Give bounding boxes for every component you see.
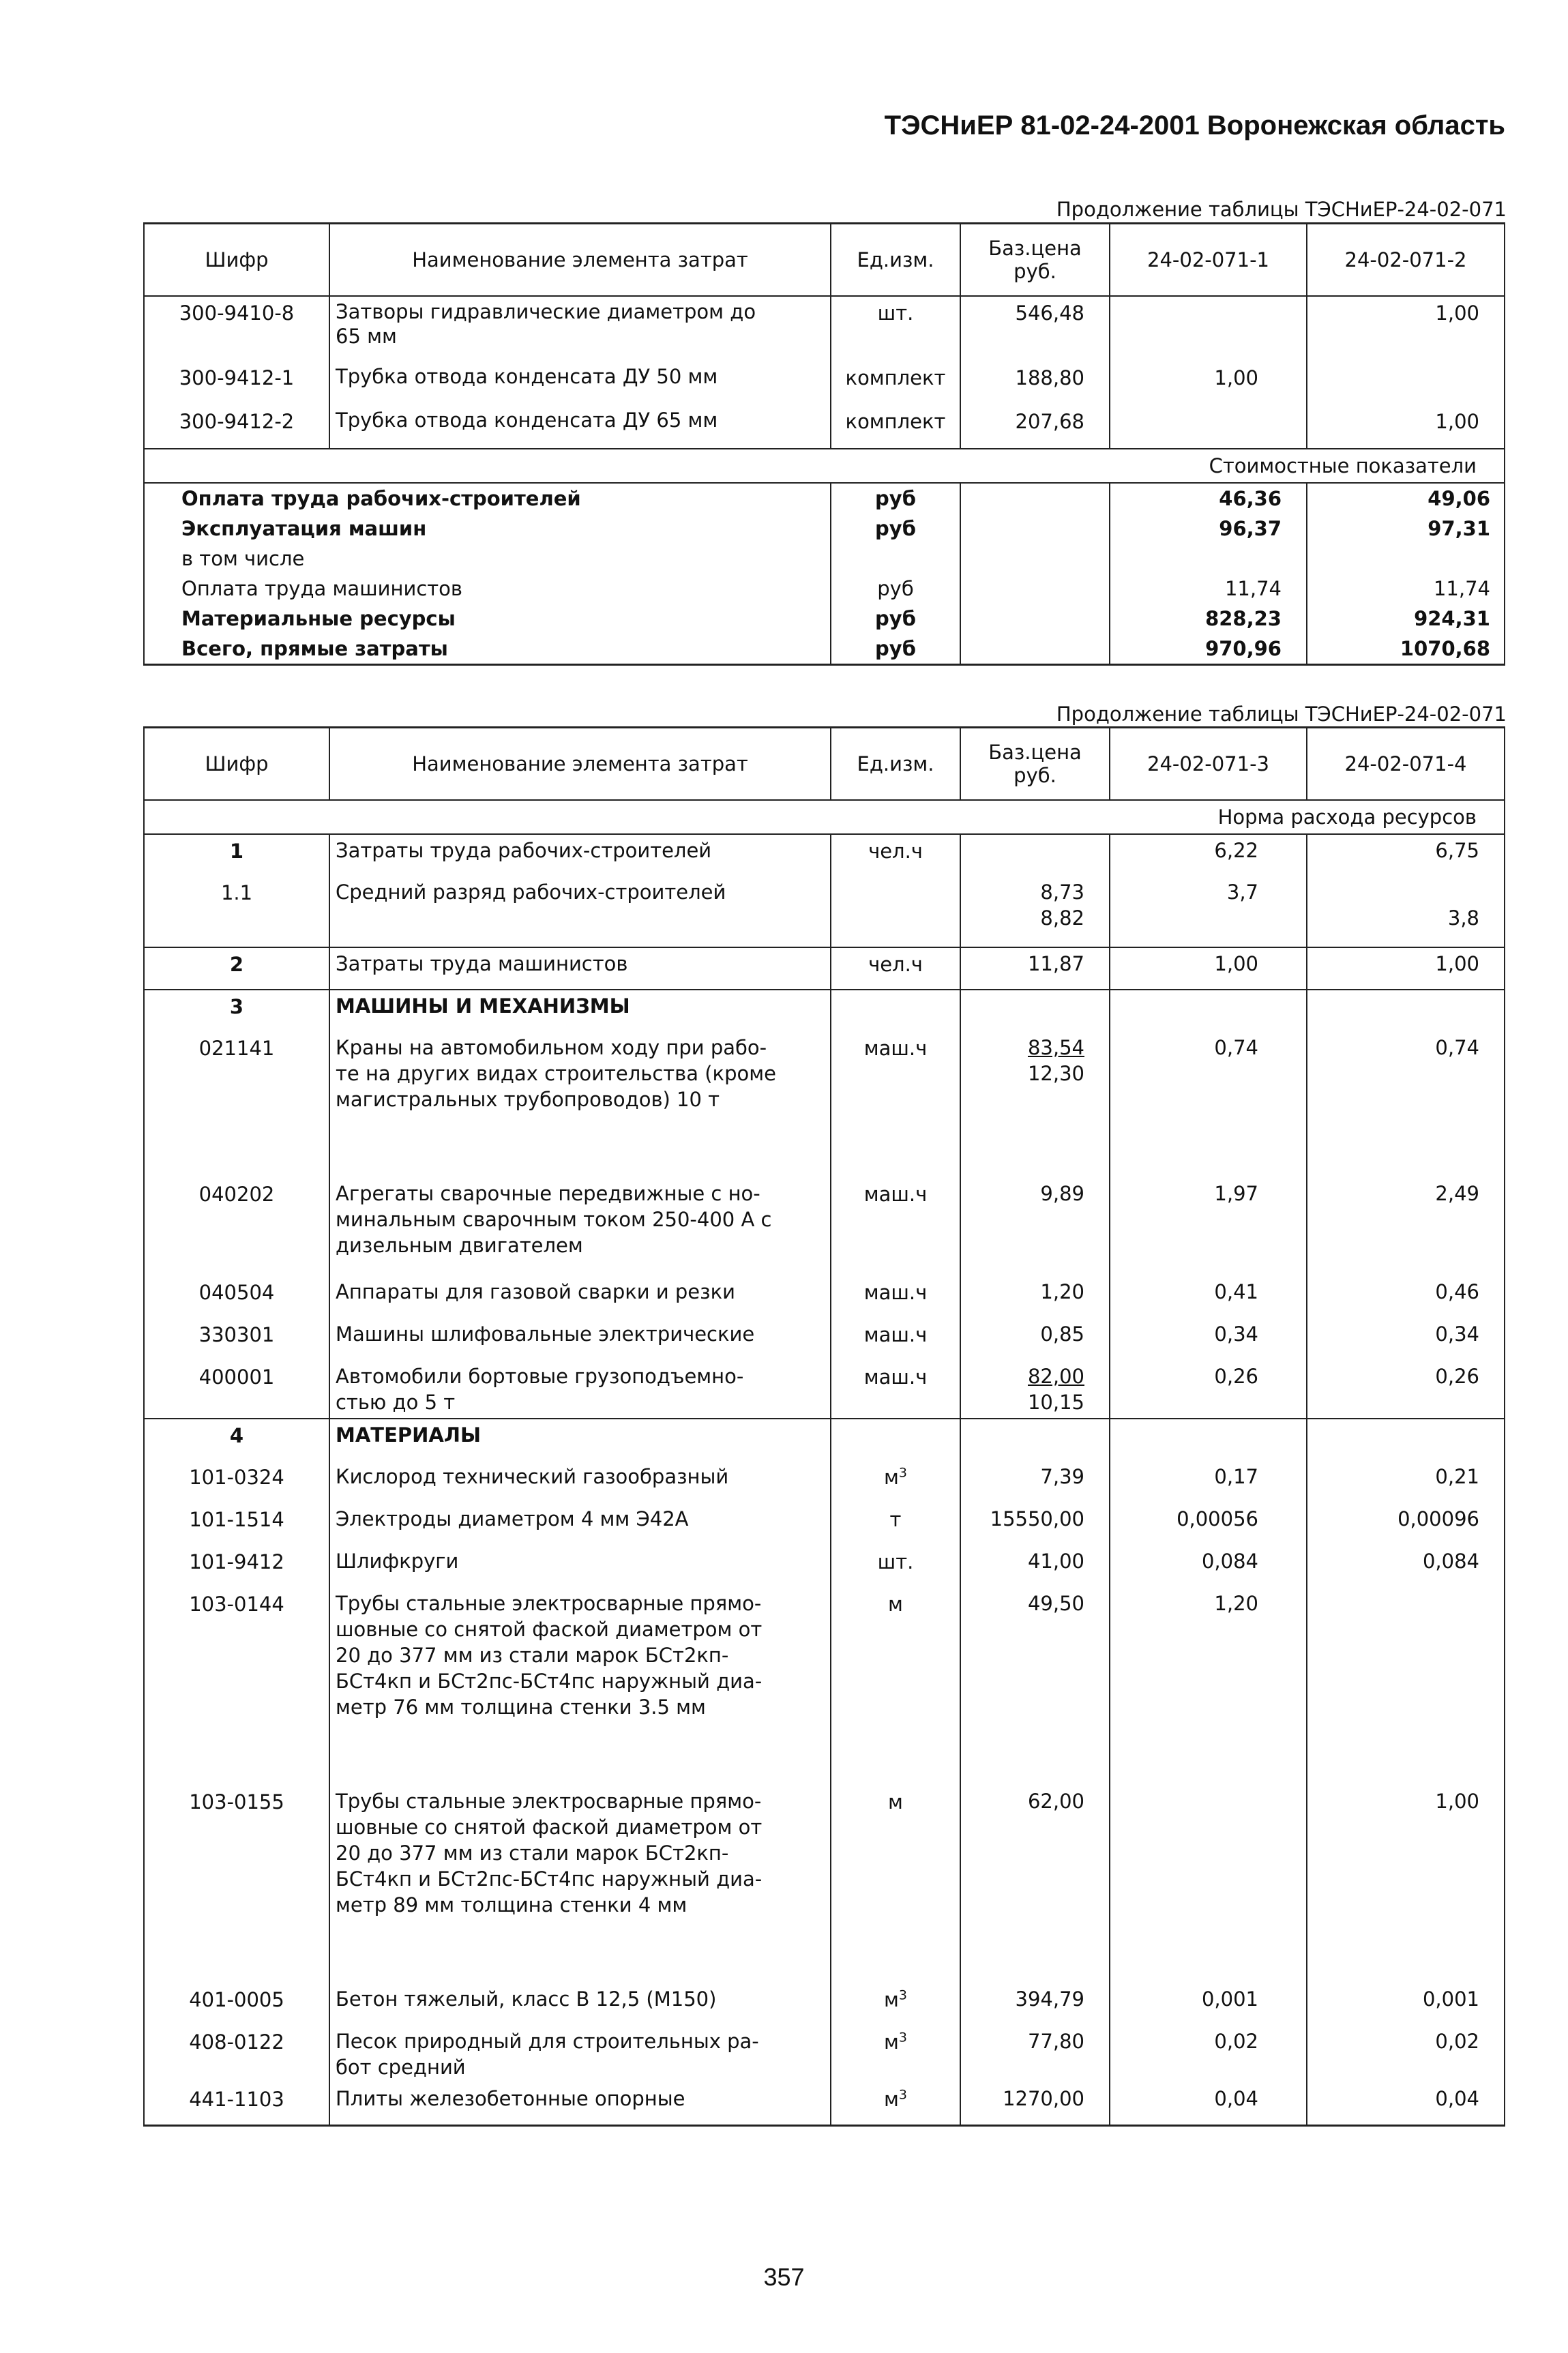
cell-value-a: 6,22 xyxy=(1110,834,1307,876)
cell-name: Трубы стальные электросварные прямо- шовные со снятой фаской диаметром от 20 до 377 мм из стали марок БСт2кп- БСт4кп и БСт2пс-БСт4пс наружный диа- метр 89 мм толщина стенки 4 мм xyxy=(329,1786,831,1983)
summary-value-b: 11,74 xyxy=(1307,574,1505,604)
cell-value-a: 0,74 xyxy=(1110,1032,1307,1178)
summary-value-b: 1070,68 xyxy=(1307,634,1505,665)
summary-unit: руб xyxy=(831,483,960,514)
cell-value-b xyxy=(1307,990,1505,1032)
cell-value-a xyxy=(1110,405,1307,449)
cell-code: 330301 xyxy=(144,1318,329,1361)
cell-value-a: 1,97 xyxy=(1110,1178,1307,1276)
table-row xyxy=(144,1419,1505,1461)
cell-unit xyxy=(831,1318,960,1361)
summary-unit: руб xyxy=(831,634,960,665)
cell-unit xyxy=(831,1361,960,1419)
cell-name: Затраты труда машинистов xyxy=(329,947,831,990)
cell-value-b: 0,02 xyxy=(1307,2026,1505,2083)
summary-value-a xyxy=(1110,544,1307,574)
cell-code: 101-1514 xyxy=(144,1503,329,1545)
cell-price: 188,80 xyxy=(960,361,1110,405)
cell-price: 8,73 8,82 xyxy=(960,876,1110,947)
cell-name: Бетон тяжелый, класс В 12,5 (М150) xyxy=(329,1983,831,2026)
cell-value-b: 0,74 xyxy=(1307,1032,1505,1178)
column-header-unit: Ед.изм. xyxy=(831,224,960,297)
table1-continuation-caption: Продолжение таблицы ТЭСНиЕР-24-02-071 xyxy=(1056,198,1507,221)
page-number: 357 xyxy=(763,2263,805,2291)
column-header-price: Баз.цена руб. xyxy=(960,224,1110,297)
cell-value-a: 0,04 xyxy=(1110,2083,1307,2125)
cell-price: 1270,00 xyxy=(960,2083,1110,2125)
cell-code: 408-0122 xyxy=(144,2026,329,2083)
table-row xyxy=(144,405,1505,449)
table-header-row xyxy=(144,224,1505,297)
unit-text: м xyxy=(884,1466,899,1489)
cell-code: 400001 xyxy=(144,1361,329,1419)
cell-value-a xyxy=(1110,296,1307,361)
summary-row xyxy=(144,483,1505,514)
column-header-a: 24-02-071-3 xyxy=(1110,728,1307,801)
summary-value-b: 924,31 xyxy=(1307,604,1505,634)
cost-table-2 xyxy=(143,726,1505,2127)
cell-price: 7,39 xyxy=(960,1461,1110,1503)
unit-text: чел.ч xyxy=(868,840,923,863)
unit-text: маш.ч xyxy=(863,1183,928,1206)
section-band-label: Стоимостные показатели xyxy=(144,449,1505,483)
cell-price: 77,80 xyxy=(960,2026,1110,2083)
table-row xyxy=(144,1786,1505,1983)
cell-unit xyxy=(831,1178,960,1276)
cell-unit xyxy=(831,1503,960,1545)
cell-value-b: 0,00096 xyxy=(1307,1503,1505,1545)
cell-name: Аппараты для газовой сварки и резки xyxy=(329,1276,831,1318)
cell-price: 11,87 xyxy=(960,947,1110,990)
cell-unit xyxy=(831,1276,960,1318)
cell-value-a: 0,34 xyxy=(1110,1318,1307,1361)
summary-row xyxy=(144,634,1505,665)
cost-table-1 xyxy=(143,222,1505,666)
summary-name: Всего, прямые затраты xyxy=(144,634,831,665)
unit-text: м xyxy=(888,1593,903,1616)
price-secondary: 12,30 xyxy=(1027,1062,1084,1085)
cell-price: 207,68 xyxy=(960,405,1110,449)
summary-price-empty xyxy=(960,514,1110,544)
cell-name: Краны на автомобильном ходу при рабо- те на других видах строительства (кроме магистральных трубопроводов) 10 т xyxy=(329,1032,831,1178)
cell-value-b xyxy=(1307,361,1505,405)
summary-unit: руб xyxy=(831,514,960,544)
summary-unit: руб xyxy=(831,604,960,634)
summary-row xyxy=(144,574,1505,604)
cell-price: 62,00 xyxy=(960,1786,1110,1983)
cell-value-b xyxy=(1307,1419,1505,1461)
cell-name: Песок природный для строительных ра- бот средний xyxy=(329,2026,831,2083)
table2-continuation-caption: Продолжение таблицы ТЭСНиЕР-24-02-071 xyxy=(1056,702,1507,726)
cell-name: МАШИНЫ И МЕХАНИЗМЫ xyxy=(329,990,831,1032)
cell-value-b: 0,26 xyxy=(1307,1361,1505,1419)
cell-price: 1,20 xyxy=(960,1276,1110,1318)
cell-name: Затраты труда рабочих-строителей xyxy=(329,834,831,876)
cell-value-a: 1,00 xyxy=(1110,947,1307,990)
cell-unit xyxy=(831,1032,960,1178)
cell-code: 040202 xyxy=(144,1178,329,1276)
cell-code: 103-0155 xyxy=(144,1786,329,1983)
cell-value-a xyxy=(1110,990,1307,1032)
cell-value-a: 0,26 xyxy=(1110,1361,1307,1419)
table-row xyxy=(144,296,1505,361)
cell-code: 441-1103 xyxy=(144,2083,329,2125)
cell-unit xyxy=(831,1545,960,1588)
table-row xyxy=(144,2083,1505,2125)
unit-text: м xyxy=(884,2088,899,2111)
cell-value-a: 0,00056 xyxy=(1110,1503,1307,1545)
table-row xyxy=(144,1276,1505,1318)
cell-code: 101-0324 xyxy=(144,1461,329,1503)
cell-name: МАТЕРИАЛЫ xyxy=(329,1419,831,1461)
column-header-unit: Ед.изм. xyxy=(831,728,960,801)
cell-price: 49,50 xyxy=(960,1588,1110,1786)
cell-price: 41,00 xyxy=(960,1545,1110,1588)
cell-price: 546,48 xyxy=(960,296,1110,361)
cell-name: Шлифкруги xyxy=(329,1545,831,1588)
table-row xyxy=(144,990,1505,1032)
unit-text: шт. xyxy=(877,1550,914,1573)
table-header-row xyxy=(144,728,1505,801)
summary-name: Оплата труда рабочих-строителей xyxy=(144,483,831,514)
cell-name: Агрегаты сварочные передвижные с но- минальным сварочным током 250-400 А с дизельным двигателем xyxy=(329,1178,831,1276)
table-row xyxy=(144,1503,1505,1545)
table-row xyxy=(144,2026,1505,2083)
cell-unit xyxy=(831,947,960,990)
summary-price-empty xyxy=(960,634,1110,665)
cell-value-b: 1,00 xyxy=(1307,947,1505,990)
summary-name: Материальные ресурсы xyxy=(144,604,831,634)
summary-value-a: 11,74 xyxy=(1110,574,1307,604)
cell-unit xyxy=(831,2083,960,2125)
table-row xyxy=(144,1178,1505,1276)
cell-price xyxy=(960,990,1110,1032)
unit-superscript: 3 xyxy=(898,2087,907,2103)
unit-text: м xyxy=(884,1988,899,2011)
unit-text: м xyxy=(884,2030,899,2054)
summary-value-b: 97,31 xyxy=(1307,514,1505,544)
cell-unit: шт. xyxy=(831,296,960,361)
cell-name: Трубка отвода конденсата ДУ 65 мм xyxy=(329,405,831,449)
cell-value-a: 0,02 xyxy=(1110,2026,1307,2083)
cell-value-b: 2,49 xyxy=(1307,1178,1505,1276)
unit-text: чел.ч xyxy=(868,953,923,976)
cell-value-b: 1,00 xyxy=(1307,1786,1505,1983)
summary-row xyxy=(144,544,1505,574)
summary-price-empty xyxy=(960,574,1110,604)
cell-value-b: 0,34 xyxy=(1307,1318,1505,1361)
table-row xyxy=(144,361,1505,405)
column-header-b: 24-02-071-4 xyxy=(1307,728,1505,801)
column-header-name: Наименование элемента затрат xyxy=(329,224,831,297)
unit-text: маш.ч xyxy=(863,1281,928,1304)
cell-price xyxy=(960,1361,1110,1419)
column-header-price: Баз.цена руб. xyxy=(960,728,1110,801)
cell-value-b: 3,8 xyxy=(1307,876,1505,947)
cell-unit xyxy=(831,834,960,876)
cell-value-b: 6,75 xyxy=(1307,834,1505,876)
section-band-label: Норма расхода ресурсов xyxy=(144,800,1505,834)
price-secondary: 10,15 xyxy=(1027,1391,1084,1414)
cell-name: Средний разряд рабочих-строителей xyxy=(329,876,831,947)
cell-code: 2 xyxy=(144,947,329,990)
section-band-row xyxy=(144,800,1505,834)
cell-name: Трубка отвода конденсата ДУ 50 мм xyxy=(329,361,831,405)
summary-name: Оплата труда машинистов xyxy=(144,574,831,604)
column-header-b: 24-02-071-2 xyxy=(1307,224,1505,297)
cell-code: 103-0144 xyxy=(144,1588,329,1786)
cell-name: Затворы гидравлические диаметром до 65 мм xyxy=(329,296,831,361)
summary-name: Эксплуатация машин xyxy=(144,514,831,544)
summary-name: в том числе xyxy=(144,544,831,574)
summary-value-b xyxy=(1307,544,1505,574)
column-header-code: Шифр xyxy=(144,224,329,297)
table-row xyxy=(144,1983,1505,2026)
summary-price-empty xyxy=(960,483,1110,514)
cell-price: 9,89 xyxy=(960,1178,1110,1276)
unit-text: м xyxy=(888,1790,903,1814)
summary-unit: руб xyxy=(831,574,960,604)
cell-value-a xyxy=(1110,1786,1307,1983)
summary-unit xyxy=(831,544,960,574)
cell-value-b: 0,04 xyxy=(1307,2083,1505,2125)
unit-text: маш.ч xyxy=(863,1365,928,1389)
cell-value-b: 1,00 xyxy=(1307,405,1505,449)
summary-price-empty xyxy=(960,604,1110,634)
cell-unit xyxy=(831,1588,960,1786)
summary-value-b: 49,06 xyxy=(1307,483,1505,514)
unit-superscript: 3 xyxy=(898,2030,907,2045)
cell-value-a: 1,20 xyxy=(1110,1588,1307,1786)
unit-superscript: 3 xyxy=(898,1465,907,1481)
cell-name: Трубы стальные электросварные прямо- шовные со снятой фаской диаметром от 20 до 377 мм из стали марок БСт2кп- БСт4кп и БСт2пс-БСт4пс наружный диа- метр 76 мм толщина стенки 3.5 мм xyxy=(329,1588,831,1786)
table-row xyxy=(144,876,1505,947)
cell-value-a: 3,7 xyxy=(1110,876,1307,947)
cell-unit xyxy=(831,990,960,1032)
cell-value-b: 0,46 xyxy=(1307,1276,1505,1318)
table-row xyxy=(144,1318,1505,1361)
cell-code: 021141 xyxy=(144,1032,329,1178)
cell-value-b xyxy=(1307,1588,1505,1786)
column-header-code: Шифр xyxy=(144,728,329,801)
price-primary: 83,54 xyxy=(1027,1036,1084,1059)
cell-name: Машины шлифовальные электрические xyxy=(329,1318,831,1361)
unit-superscript: 3 xyxy=(898,1987,907,2003)
cell-name: Автомобили бортовые грузоподъемно- стью до 5 т xyxy=(329,1361,831,1419)
cell-price: 15550,00 xyxy=(960,1503,1110,1545)
unit-text: маш.ч xyxy=(863,1037,928,1060)
cell-name: Электроды диаметром 4 мм Э42А xyxy=(329,1503,831,1545)
cell-price: 0,85 xyxy=(960,1318,1110,1361)
cell-unit xyxy=(831,2026,960,2083)
summary-row xyxy=(144,604,1505,634)
cell-code: 1 xyxy=(144,834,329,876)
cell-code: 3 xyxy=(144,990,329,1032)
cell-value-b: 1,00 xyxy=(1307,296,1505,361)
cell-value-a: 0,41 xyxy=(1110,1276,1307,1318)
cell-price: 394,79 xyxy=(960,1983,1110,2026)
table-row xyxy=(144,1361,1505,1419)
cell-price xyxy=(960,834,1110,876)
cell-code: 040504 xyxy=(144,1276,329,1318)
cell-value-b: 0,21 xyxy=(1307,1461,1505,1503)
cell-name: Плиты железобетонные опорные xyxy=(329,2083,831,2125)
cell-code: 401-0005 xyxy=(144,1983,329,2026)
unit-text: маш.ч xyxy=(863,1323,928,1346)
column-header-name: Наименование элемента затрат xyxy=(329,728,831,801)
table-row xyxy=(144,834,1505,876)
summary-value-a: 96,37 xyxy=(1110,514,1307,544)
summary-row xyxy=(144,514,1505,544)
cell-code: 300-9410-8 xyxy=(144,296,329,361)
table-row xyxy=(144,1032,1505,1178)
unit-text: т xyxy=(889,1508,902,1531)
table-row xyxy=(144,947,1505,990)
table-row xyxy=(144,1461,1505,1503)
cell-price xyxy=(960,1419,1110,1461)
cell-unit xyxy=(831,1461,960,1503)
cell-unit xyxy=(831,1419,960,1461)
cell-value-a: 0,17 xyxy=(1110,1461,1307,1503)
cell-value-b: 0,001 xyxy=(1307,1983,1505,2026)
summary-value-a: 970,96 xyxy=(1110,634,1307,665)
column-header-a: 24-02-071-1 xyxy=(1110,224,1307,297)
summary-value-a: 828,23 xyxy=(1110,604,1307,634)
cell-value-b: 0,084 xyxy=(1307,1545,1505,1588)
cell-unit xyxy=(831,876,960,947)
cell-value-a: 1,00 xyxy=(1110,361,1307,405)
cell-unit: комплект xyxy=(831,405,960,449)
cell-code: 1.1 xyxy=(144,876,329,947)
cell-value-a: 0,001 xyxy=(1110,1983,1307,2026)
cell-unit xyxy=(831,1983,960,2026)
cell-code: 300-9412-1 xyxy=(144,361,329,405)
cell-code: 300-9412-2 xyxy=(144,405,329,449)
document-header: ТЭСНиЕР 81-02-24-2001 Воронежская область xyxy=(884,110,1505,140)
table-row xyxy=(144,1545,1505,1588)
cell-name: Кислород технический газообразный xyxy=(329,1461,831,1503)
table-row xyxy=(144,1588,1505,1786)
cell-unit xyxy=(831,1786,960,1983)
cell-code: 101-9412 xyxy=(144,1545,329,1588)
cell-value-a xyxy=(1110,1419,1307,1461)
cell-price xyxy=(960,1032,1110,1178)
cell-value-a: 0,084 xyxy=(1110,1545,1307,1588)
price-primary: 82,00 xyxy=(1027,1365,1084,1388)
cell-code: 4 xyxy=(144,1419,329,1461)
summary-value-a: 46,36 xyxy=(1110,483,1307,514)
cell-unit: комплект xyxy=(831,361,960,405)
summary-price-empty xyxy=(960,544,1110,574)
section-band-row xyxy=(144,449,1505,483)
